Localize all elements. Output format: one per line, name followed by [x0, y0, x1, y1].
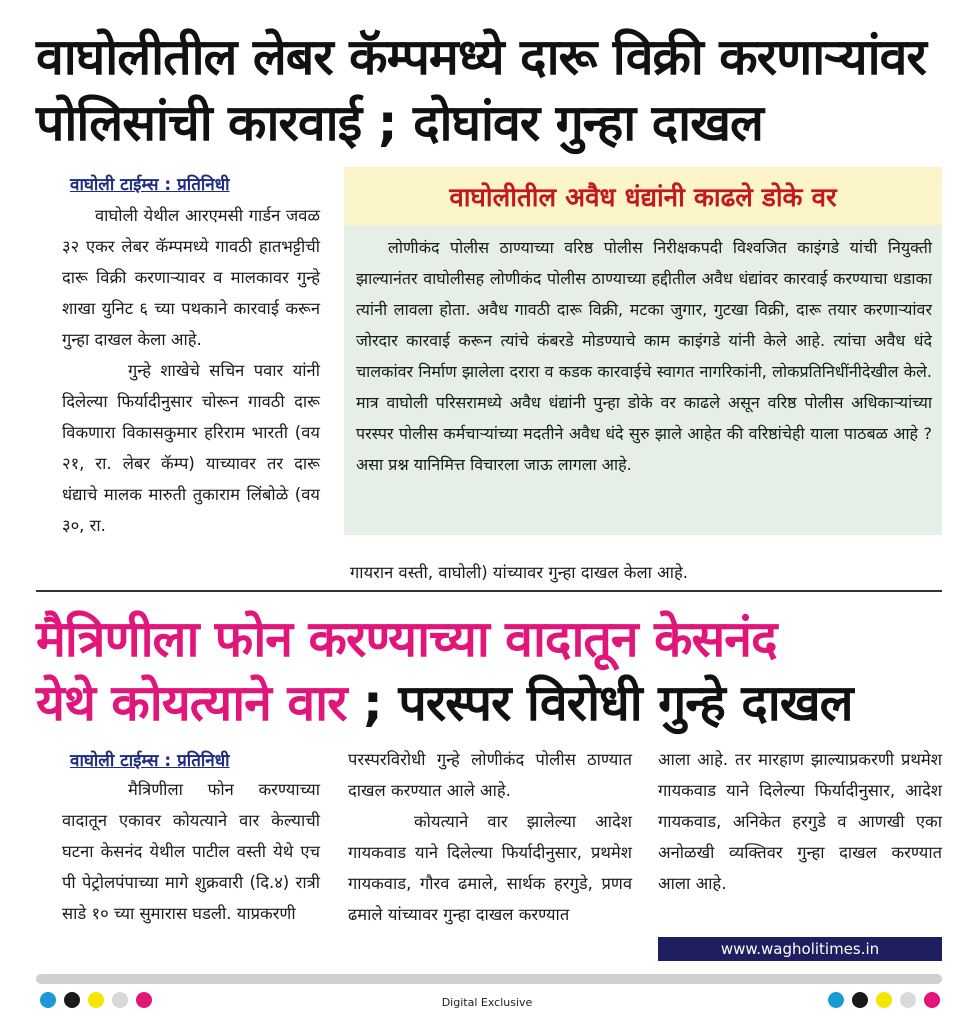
section-divider [36, 590, 942, 592]
color-dot [136, 992, 152, 1008]
sidebar-box-body [356, 232, 932, 480]
website-url[interactable]: www.wagholitimes.in [720, 940, 880, 958]
article1-continuation: गायरान वस्ती, वाघोली) यांच्यावर गुन्हा दाखल केला आहे. [350, 563, 689, 582]
article2-headline-line2 [36, 674, 946, 732]
article1-para1: वाघोली येथील आरएमसी गार्डन जवळ ३२ एकर लेबर कॅम्पमध्ये गावठी हातभट्टीची दारू विक्री करणाऱ्यावर व मालकावर गुन्हे शाखा युनिट ६ च्या पथकाने कारवाई करून गुन्हा दाखल केला आहे. [62, 206, 320, 349]
color-dot [88, 992, 104, 1008]
article2-headline-line1: मैत्रिणीला फोन करण्याच्या वादातून केसनंद [36, 610, 777, 668]
footer-label: Digital Exclusive [441, 996, 533, 1009]
color-dot [900, 992, 916, 1008]
article2-col3-text: आला आहे. तर मारहाण झाल्याप्रकरणी प्रथमेश गायकवाड याने दिलेल्या फिर्यादीनुसार, आदेश गायकवाड, अनिकेत हरगुडे व आणखी एका अनोळखी व्यक्तिवर गुन्हा दाखल करण्यात आला आहे. [658, 750, 942, 893]
color-dot [924, 992, 940, 1008]
article1-para2: गुन्हे शाखेचे सचिन पवार यांनी दिलेल्या फिर्यादीनुसार चोरून गावठी दारू विकणारा विकासकुमार हरिराम भारती (वय २१, रा. लेबर कॅम्प) याच्यावर तर दारू धंद्याचे मालक मारुती तुकाराम लिंबोळे (वय ३०, रा. [62, 361, 320, 535]
article2-col2-para2: कोयत्याने वार झालेल्या आदेश गायकवाड याने दिलेल्या फिर्यादीनुसार, प्रथमेश गायकवाड, गौरव ढमाले, सार्थक हरगुडे, प्रणव ढमाले यांच्यावर गुन्हा दाखल करण्यात [348, 812, 632, 924]
article1-headline-line2: पोलिसांची कारवाई ; दोघांवर गुन्हा दाखल [36, 94, 763, 152]
article2-headline-pink: येथे कोयत्याने वार [36, 674, 347, 732]
article2-col2 [348, 744, 632, 930]
sidebar-box-text: लोणीकंद पोलीस ठाण्याच्या वरिष्ठ पोलीस निरीक्षकपदी विश्वजित काइंगडे यांची नियुक्ती झाल्यानंतर वाघोलीसह लोणीकंद पोलीस ठाण्याच्या हद्दीतील अवैध धंद्यांवर कारवाई करण्याचा धडाका त्यांनी लावला होता. अवैध गावठी दारू विक्री, मटका जुगार, गुटखा विक्री, दारू तयार करणाऱ्यांवर जोरदार कारवाई करून त्यांचे कंबरडे मोडण्याचे काम काइंगडे यांनी केले आहे. त्यांचा अवैध धंदे चालकांवर निर्माण झालेला दरारा व कडक कारवाईचे स्वागत नागरिकांनी, लोकप्रतिनिधींनीदेखील केले. मात्र वाघोली परिसरामध्ये अवैध धंद्यांनी पुन्हा डोके वर काढले असून वरिष्ठ पोलीस अधिकाऱ्यांच्या परस्पर पोलीस कर्मचाऱ्यांच्या मदतीने अवैध धंदे सुरु झाले आहेत की वरिष्ठांचेही याला पाठबळ आहे ? असा प्रश्न यानिमित्त विचारला जाऊ लागला आहे. [356, 238, 932, 474]
article2-col1 [62, 774, 320, 929]
sidebar-box-title: वाघोलीतील अवैध धंद्यांनी काढले डोके वर [449, 183, 837, 213]
article2-col2-para1: परस्परविरोधी गुन्हे लोणीकंद पोलीस ठाण्यात दाखल करण्यात आले आहे. [348, 750, 632, 800]
footer-bar [36, 974, 942, 984]
color-dot [40, 992, 56, 1008]
article1-byline: वाघोली टाईम्स : प्रतिनिधी [70, 175, 230, 195]
article1-headline-line1: वाघोलीतील लेबर कॅम्पमध्ये दारू विक्री करणाऱ्यांवर [36, 28, 926, 86]
article2-byline: वाघोली टाईम्स : प्रतिनिधी [70, 751, 230, 771]
color-dot [64, 992, 80, 1008]
color-dot [828, 992, 844, 1008]
website-url-bar[interactable] [658, 937, 942, 961]
color-dot [852, 992, 868, 1008]
color-dot [112, 992, 128, 1008]
color-dot [876, 992, 892, 1008]
article2-headline-dark: ; परस्पर विरोधी गुन्हे दाखल [346, 674, 853, 732]
article2-col3 [658, 744, 942, 899]
article1-body [62, 200, 320, 541]
article2-col1-text: मैत्रिणीला फोन करण्याच्या वादातून एकावर कोयत्याने वार केल्याची घटना केसनंद येथील पाटील वस्ती येथे एच पी पेट्रोलपंपाच्या मागे शुक्रवारी (दि.४) रात्री साडे १० च्या सुमारास घडली. याप्रकरणी [62, 780, 320, 923]
